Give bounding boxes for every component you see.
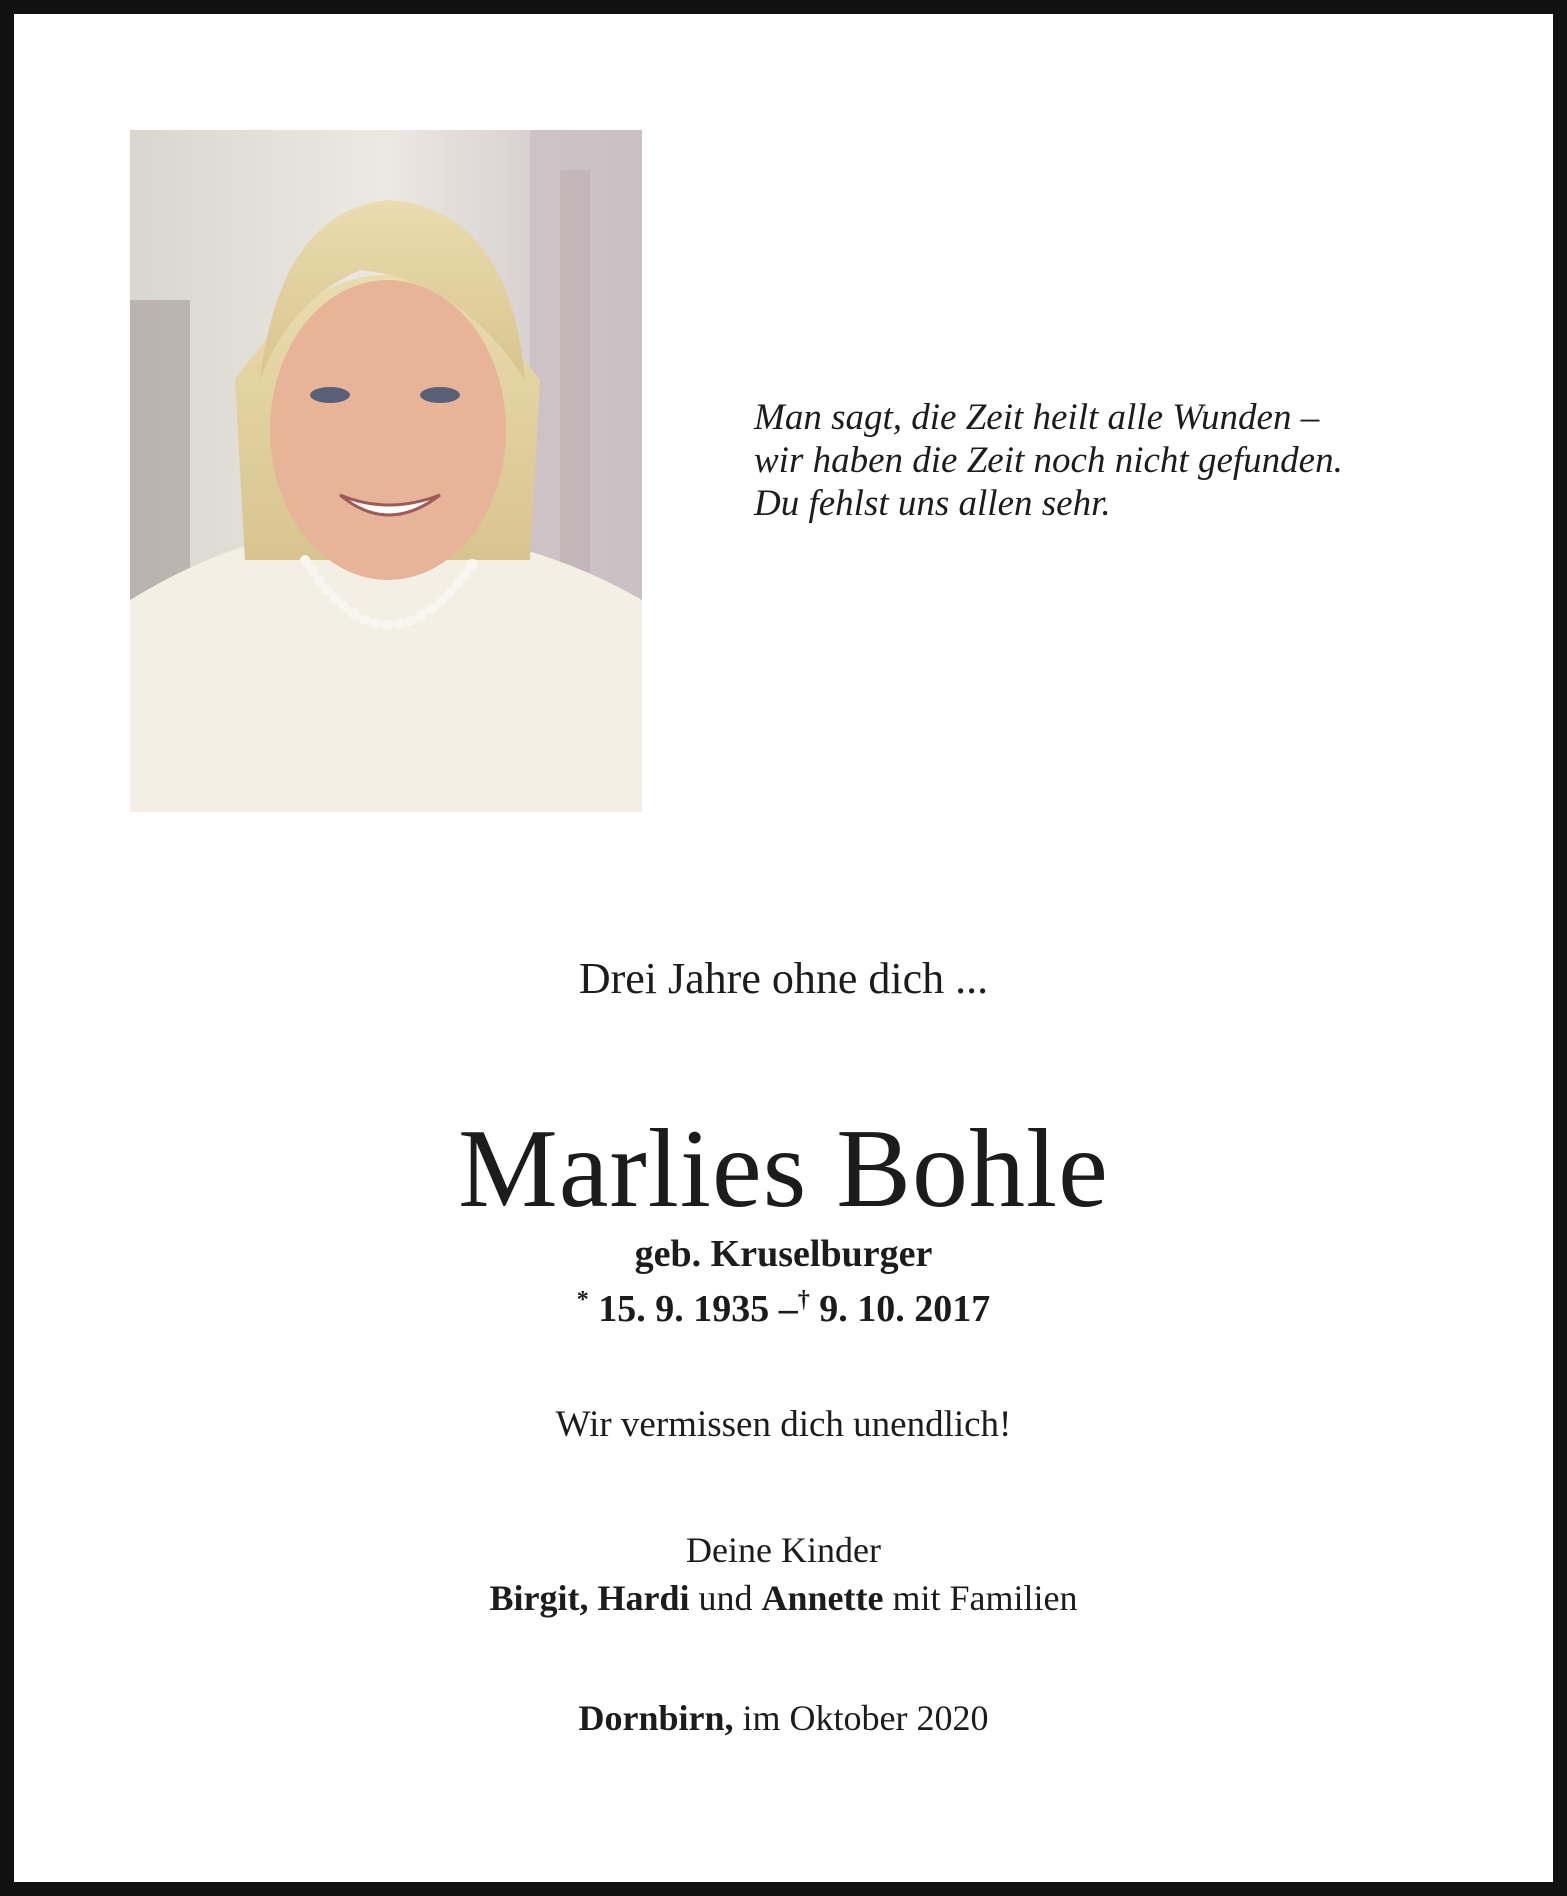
mourners-intro: Deine Kinder: [686, 1530, 881, 1570]
mourner-suffix: mit Familien: [892, 1578, 1078, 1618]
death-date: 9. 10. 2017: [819, 1288, 991, 1330]
condolence-message: Wir vermissen dich unendlich!: [555, 1404, 1012, 1445]
mourner-name: Hardi: [597, 1578, 690, 1618]
notice-date: im Oktober 2020: [742, 1698, 989, 1738]
epitaph-quote: [754, 396, 1514, 525]
place-date: [14, 1694, 1553, 1742]
epitaph-line: Man sagt, die Zeit heilt alle Wunden –: [754, 397, 1320, 438]
deceased-name: Marlies Bohle: [458, 1107, 1109, 1231]
mourners-names: [14, 1574, 1553, 1622]
intro-text: Drei Jahre ohne dich ...: [578, 954, 989, 1003]
place-name: Dornbirn,: [578, 1698, 734, 1738]
portrait-photo: [130, 130, 642, 812]
mourner-name: Annette: [761, 1578, 884, 1618]
birth-symbol: *: [576, 1287, 589, 1313]
mourner-name: Birgit,: [489, 1578, 589, 1618]
birth-date: 15. 9. 1935: [598, 1288, 770, 1330]
death-symbol: †: [797, 1287, 810, 1313]
life-dates: [14, 1276, 1553, 1333]
epitaph-line: Du fehlst uns allen sehr.: [754, 483, 1111, 524]
mourner-conjunction: und: [698, 1578, 753, 1618]
maiden-name: geb. Kruselburger: [634, 1233, 933, 1275]
date-dash: –: [778, 1288, 798, 1330]
epitaph-line: wir haben die Zeit noch nicht gefunden.: [754, 440, 1343, 481]
